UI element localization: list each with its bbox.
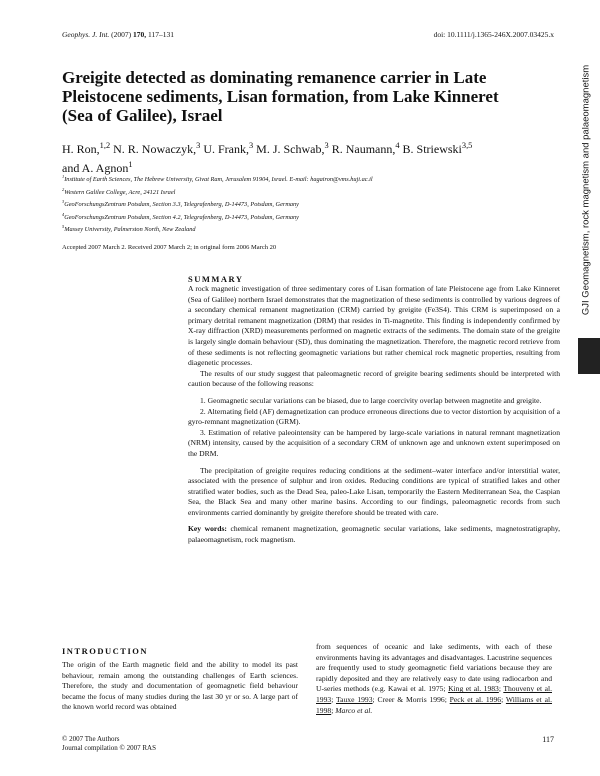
affiliation-number: 4 bbox=[62, 211, 65, 217]
keywords-text: chemical remanent magnetization, geomagnetic secular variations, lake sediments, magnetostratigraphy, palaeomagnetism, rock magnetism. bbox=[188, 524, 560, 545]
doi[interactable]: doi: 10.1111/j.1365-246X.2007.03425.x bbox=[433, 30, 554, 39]
introduction-heading: INTRODUCTION bbox=[62, 646, 149, 656]
affiliation-item bbox=[62, 172, 532, 185]
intro-column-left: The origin of the Earth magnetic field and the ability to model its past behaviour, remain among the outstanding challenges of Earth sciences. Therefore, the study and documentation of geomagnetic field behaviour became the focus of many studies during the last 30 yr or so. A large part of the known world record was obtained bbox=[62, 660, 298, 712]
journal-pages: 117–131 bbox=[148, 30, 175, 39]
author-affil-sup: 1,2 bbox=[99, 141, 111, 150]
summary-body bbox=[188, 284, 560, 546]
keywords-label: Key words: bbox=[188, 524, 227, 534]
summary-heading: SUMMARY bbox=[188, 274, 244, 284]
author: M. J. Schwab, bbox=[256, 142, 325, 156]
journal-volume: 170, bbox=[133, 30, 147, 39]
received-dates: Accepted 2007 March 2. Received 2007 March 2; in original form 2006 March 20 bbox=[62, 244, 277, 251]
intro-column-right: from sequences of oceanic and lake sediments, with each of these environments having its advantages and disadvantages. Lacustrine sequences are frequently used to study geomagnetic field variations because they are rapidly deposited and they are relatively easy to date using radiocarbon and U-series methods (e.g. Kawai et al. 1975; King et al. 1983; Thouveny et al. 1993; Tauxe 1993; Creer & Morris 1996; Peck et al. 1996; Williams et al. 1998; Marco et al. bbox=[316, 642, 553, 715]
paper-title: Greigite detected as dominating remanence carrier in Late Pleistocene sediments, Lisan formation, from Lake Kinneret (Sea of Galilee), Israel bbox=[62, 68, 499, 125]
author-affil-sup: 1 bbox=[128, 160, 133, 169]
affiliation-item bbox=[62, 222, 532, 235]
affiliation-number: 1 bbox=[62, 174, 65, 179]
author-affil-sup: 3 bbox=[248, 141, 254, 150]
compilation-line: Journal compilation © 2007 RAS bbox=[62, 744, 156, 752]
author-affil-sup: 3 bbox=[196, 141, 201, 150]
affiliation-text: GeoForschungsZentrum Potsdam, Section 3.3, Telegrafenberg, D-14473, Potsdam, Germany bbox=[64, 201, 299, 209]
author-affil-sup: 3 bbox=[324, 141, 329, 150]
affiliation-item bbox=[62, 210, 532, 223]
affiliation-item bbox=[62, 197, 532, 210]
summary-paragraph: The results of our study suggest that paleomagnetic record of greigite bearing sediments should be interpreted with caution because of the following reasons: bbox=[188, 368, 560, 389]
journal-name: Geophys. J. Int. bbox=[62, 30, 110, 39]
journal-citation bbox=[62, 30, 174, 39]
summary-list-item: 2. Alternating field (AF) demagnetization can produce erroneous directions due to vector distortion by acquisition of a gyro-remnant magnetization (GRM). bbox=[188, 406, 560, 427]
author: H. Ron, bbox=[62, 142, 100, 156]
keywords bbox=[188, 524, 560, 545]
section-sidebar bbox=[572, 40, 600, 340]
affiliation-text: Institute of Earth Sciences, The Hebrew University, Givat Ram, Jerusalem 91904, Israel. E-mail: hagairon@vms.huji.ac.il bbox=[64, 176, 373, 184]
affiliation-item bbox=[62, 185, 532, 198]
section-marker-block bbox=[578, 338, 600, 374]
citation-link[interactable]: Thouveny et al. 1993 bbox=[316, 684, 552, 704]
author-affil-sup: 3,5 bbox=[461, 141, 473, 150]
citation-link[interactable]: King et al. 1983 bbox=[448, 684, 499, 694]
summary-paragraph: A rock magnetic investigation of three sedimentary cores of Lisan formation of late Pleistocene age from Lake Kinneret (Sea of Galilee) northern Israel demonstrates that the magnetization of these sediments is controlled by various degrees of a secondary chemical remanent magnetization (CRM) carried by greigite (Fe3S4). This CRM is superimposed on a primary detrital remanent magnetization (DRM) that resides in Ti-magnetite. This finding is independently confirmed by X-ray diffraction (XRD) measurements performed on magnetic extracts of the sediments. The domain state of the greigite is largely single domain behaviour (SD), thus dominating the magnetization. Therefore, the magnetic record retrieve from of these sediments is not reflecting geomagnetic variations but rather chemical rock magnetic properties, resulting from diagenetic processes. bbox=[188, 284, 560, 368]
citation-link[interactable]: Tauxe 1993 bbox=[336, 694, 373, 704]
affiliation-number: 2 bbox=[62, 186, 65, 192]
page-number: 117 bbox=[542, 735, 554, 744]
footer-copyright bbox=[62, 735, 156, 753]
author: R. Naumann, bbox=[331, 142, 396, 156]
summary-list-item: 1. Geomagnetic secular variations can be biased, due to large coercivity overlap between magnetite and greigite. bbox=[200, 395, 542, 405]
journal-year: (2007) bbox=[111, 30, 132, 39]
affiliation-text: Massey University, Palmerston North, New Zealand bbox=[64, 226, 196, 234]
author-affil-sup: 4 bbox=[395, 141, 400, 150]
intro-text: from sequences of oceanic and lake sediments, with each of these environments having its advantages and disadvantages. Lacustrine sequences are frequently used to study geomagnetic field variations because they are rapidly deposited and they are relatively easy to date using radiocarbon and U-series methods (e.g. Kawai et al. 1975; bbox=[316, 642, 552, 694]
copyright-line: © 2007 The Authors bbox=[62, 735, 120, 743]
affiliation-text: GeoForschungsZentrum Potsdam, Section 4.2, Telegrafenberg, D-14473, Potsdam, Germany bbox=[64, 213, 299, 221]
affiliation-number: 3 bbox=[62, 199, 65, 205]
affiliation-text: Western Galilee College, Acre, 24121 Israel bbox=[64, 188, 176, 196]
intro-text: Creer & Morris 1996; bbox=[377, 694, 447, 704]
author: U. Frank, bbox=[203, 142, 249, 156]
author: and A. Agnon bbox=[62, 161, 129, 175]
affiliation-list bbox=[62, 172, 532, 235]
summary-list-item: 3. Estimation of relative paleointensity can be hampered by large-scale variations in natural remnant magnetization (NRM) intensity, caused by the acquisition of a secondary CRM of unknown age and unknown extent superimposed on the DRM. bbox=[188, 427, 560, 458]
summary-paragraph: The precipitation of greigite requires reducing conditions at the sediment–water interface and/or interstitial water, associated with the presence of sulphur and iron oxides. Reducing conditions are typical of stratified lakes and other stratified water bodies, such as the Dead Sea, paleo-Lake Lisan, temporarily the Eastern Mediterranean Sea, the Caspian Sea, the Black Sea and many other marine basins. According to our findings, paleomagnetic records from such environments carried dominantly by greigite therefore should be treated with care. bbox=[188, 465, 560, 517]
citation-link[interactable]: Williams et al. 1998 bbox=[316, 694, 553, 715]
affiliation-number: 5 bbox=[62, 224, 65, 230]
citation-link[interactable]: Peck et al. 1996 bbox=[449, 694, 502, 704]
section-label: GJI Geomagnetism, rock magnetism and palaeomagnetism bbox=[580, 64, 592, 316]
author: N. R. Nowaczyk, bbox=[113, 142, 197, 156]
intro-text: Marco et al. bbox=[335, 705, 373, 715]
author-list bbox=[62, 138, 532, 176]
author: B. Striewski bbox=[402, 142, 462, 156]
